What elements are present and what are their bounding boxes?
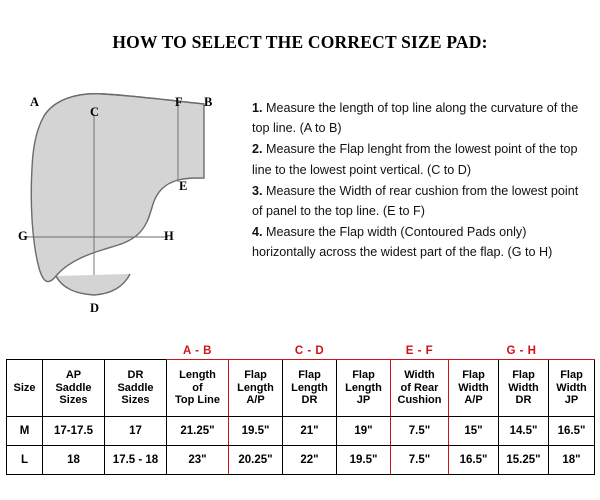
header-size: Size	[7, 360, 43, 417]
instruction-4-number: 4.	[252, 224, 263, 239]
diagram-label-b: B	[204, 95, 213, 109]
instruction-3	[252, 181, 588, 222]
table-row	[7, 417, 595, 446]
cell-ap-saddle-sizes: 17-17.5	[43, 417, 105, 446]
flap-bottom	[56, 274, 130, 295]
group-header-row	[7, 340, 595, 360]
diagram-label-d: D	[90, 301, 100, 315]
cell-flap-length-jp: 19.5"	[337, 446, 391, 475]
instruction-1-text: Measure the length of top line along the curvature of the top line. (A to B)	[252, 101, 579, 136]
cell-length-of-top-line: 23"	[167, 446, 229, 475]
cell-flap-width-ap: 15"	[449, 417, 499, 446]
diagram-label-a: A	[30, 95, 40, 109]
size-chart	[6, 340, 594, 475]
diagram-label-e: E	[179, 179, 188, 193]
instruction-1-number: 1.	[252, 101, 263, 115]
cell-flap-length-ap: 20.25"	[229, 446, 283, 475]
header-flap-width-dr: Flap Width DR	[499, 360, 549, 417]
group-c-d: C - D	[229, 340, 391, 360]
diagram-label-c: C	[90, 105, 100, 119]
cell-length-of-top-line: 21.25"	[167, 417, 229, 446]
instruction-2	[252, 139, 588, 180]
diagram-label-f: F	[175, 95, 183, 109]
cell-ap-saddle-sizes: 18	[43, 446, 105, 475]
table-row	[7, 446, 595, 475]
group-g-h: G - H	[449, 340, 595, 360]
header-flap-length-jp: Flap Length JP	[337, 360, 391, 417]
instruction-3-text: Measure the Width of rear cushion from the lowest point of panel to the top line. (E to F)	[252, 183, 579, 218]
diagram-label-h: H	[164, 229, 174, 243]
cell-size: L	[7, 446, 43, 475]
cell-flap-length-dr: 22"	[283, 446, 337, 475]
cell-flap-width-ap: 16.5"	[449, 446, 499, 475]
diagram-label-g: G	[18, 229, 28, 243]
cell-dr-saddle-sizes: 17	[105, 417, 167, 446]
header-length-of-top-line: Length of Top Line	[167, 360, 229, 417]
header-width-of-rear-cushion: Width of Rear Cushion	[391, 360, 449, 417]
cell-size: M	[7, 417, 43, 446]
table-header-row	[7, 360, 595, 417]
instruction-3-number: 3.	[252, 183, 263, 198]
cell-width-of-rear-cushion: 7.5"	[391, 417, 449, 446]
cell-flap-length-dr: 21"	[283, 417, 337, 446]
cell-flap-length-jp: 19"	[337, 417, 391, 446]
group-a-b: A - B	[167, 340, 229, 360]
cell-flap-width-jp: 16.5"	[549, 417, 595, 446]
group-e-f: E - F	[391, 340, 449, 360]
instruction-4	[252, 222, 588, 263]
header-flap-length-dr: Flap Length DR	[283, 360, 337, 417]
header-ap-saddle-sizes: AP Saddle Sizes	[43, 360, 105, 417]
instruction-2-number: 2.	[252, 142, 263, 157]
instruction-4-text: Measure the Flap width (Contoured Pads only) horizontally across the widest part of the flap. (G to H)	[252, 224, 553, 260]
header-flap-width-ap: Flap Width A/P	[449, 360, 499, 417]
header-dr-saddle-sizes: DR Saddle Sizes	[105, 360, 167, 417]
size-chart-table	[6, 340, 595, 475]
instruction-2-text: Measure the Flap lenght from the lowest point of the top line to the lowest point vertical. (C to D)	[252, 142, 578, 177]
cell-flap-width-jp: 18"	[549, 446, 595, 475]
cell-width-of-rear-cushion: 7.5"	[391, 446, 449, 475]
group-empty	[7, 340, 167, 360]
instruction-1	[252, 98, 588, 139]
cell-flap-width-dr: 14.5"	[499, 417, 549, 446]
cell-dr-saddle-sizes: 17.5 - 18	[105, 446, 167, 475]
cell-flap-width-dr: 15.25"	[499, 446, 549, 475]
header-flap-width-jp: Flap Width JP	[549, 360, 595, 417]
page-title: HOW TO SELECT THE CORRECT SIZE PAD:	[112, 32, 488, 52]
saddle-pad-diagram	[18, 82, 248, 327]
saddle-pad-shape	[18, 82, 248, 327]
header-flap-length-ap: Flap Length A/P	[229, 360, 283, 417]
cell-flap-length-ap: 19.5"	[229, 417, 283, 446]
instructions-list	[252, 98, 588, 263]
